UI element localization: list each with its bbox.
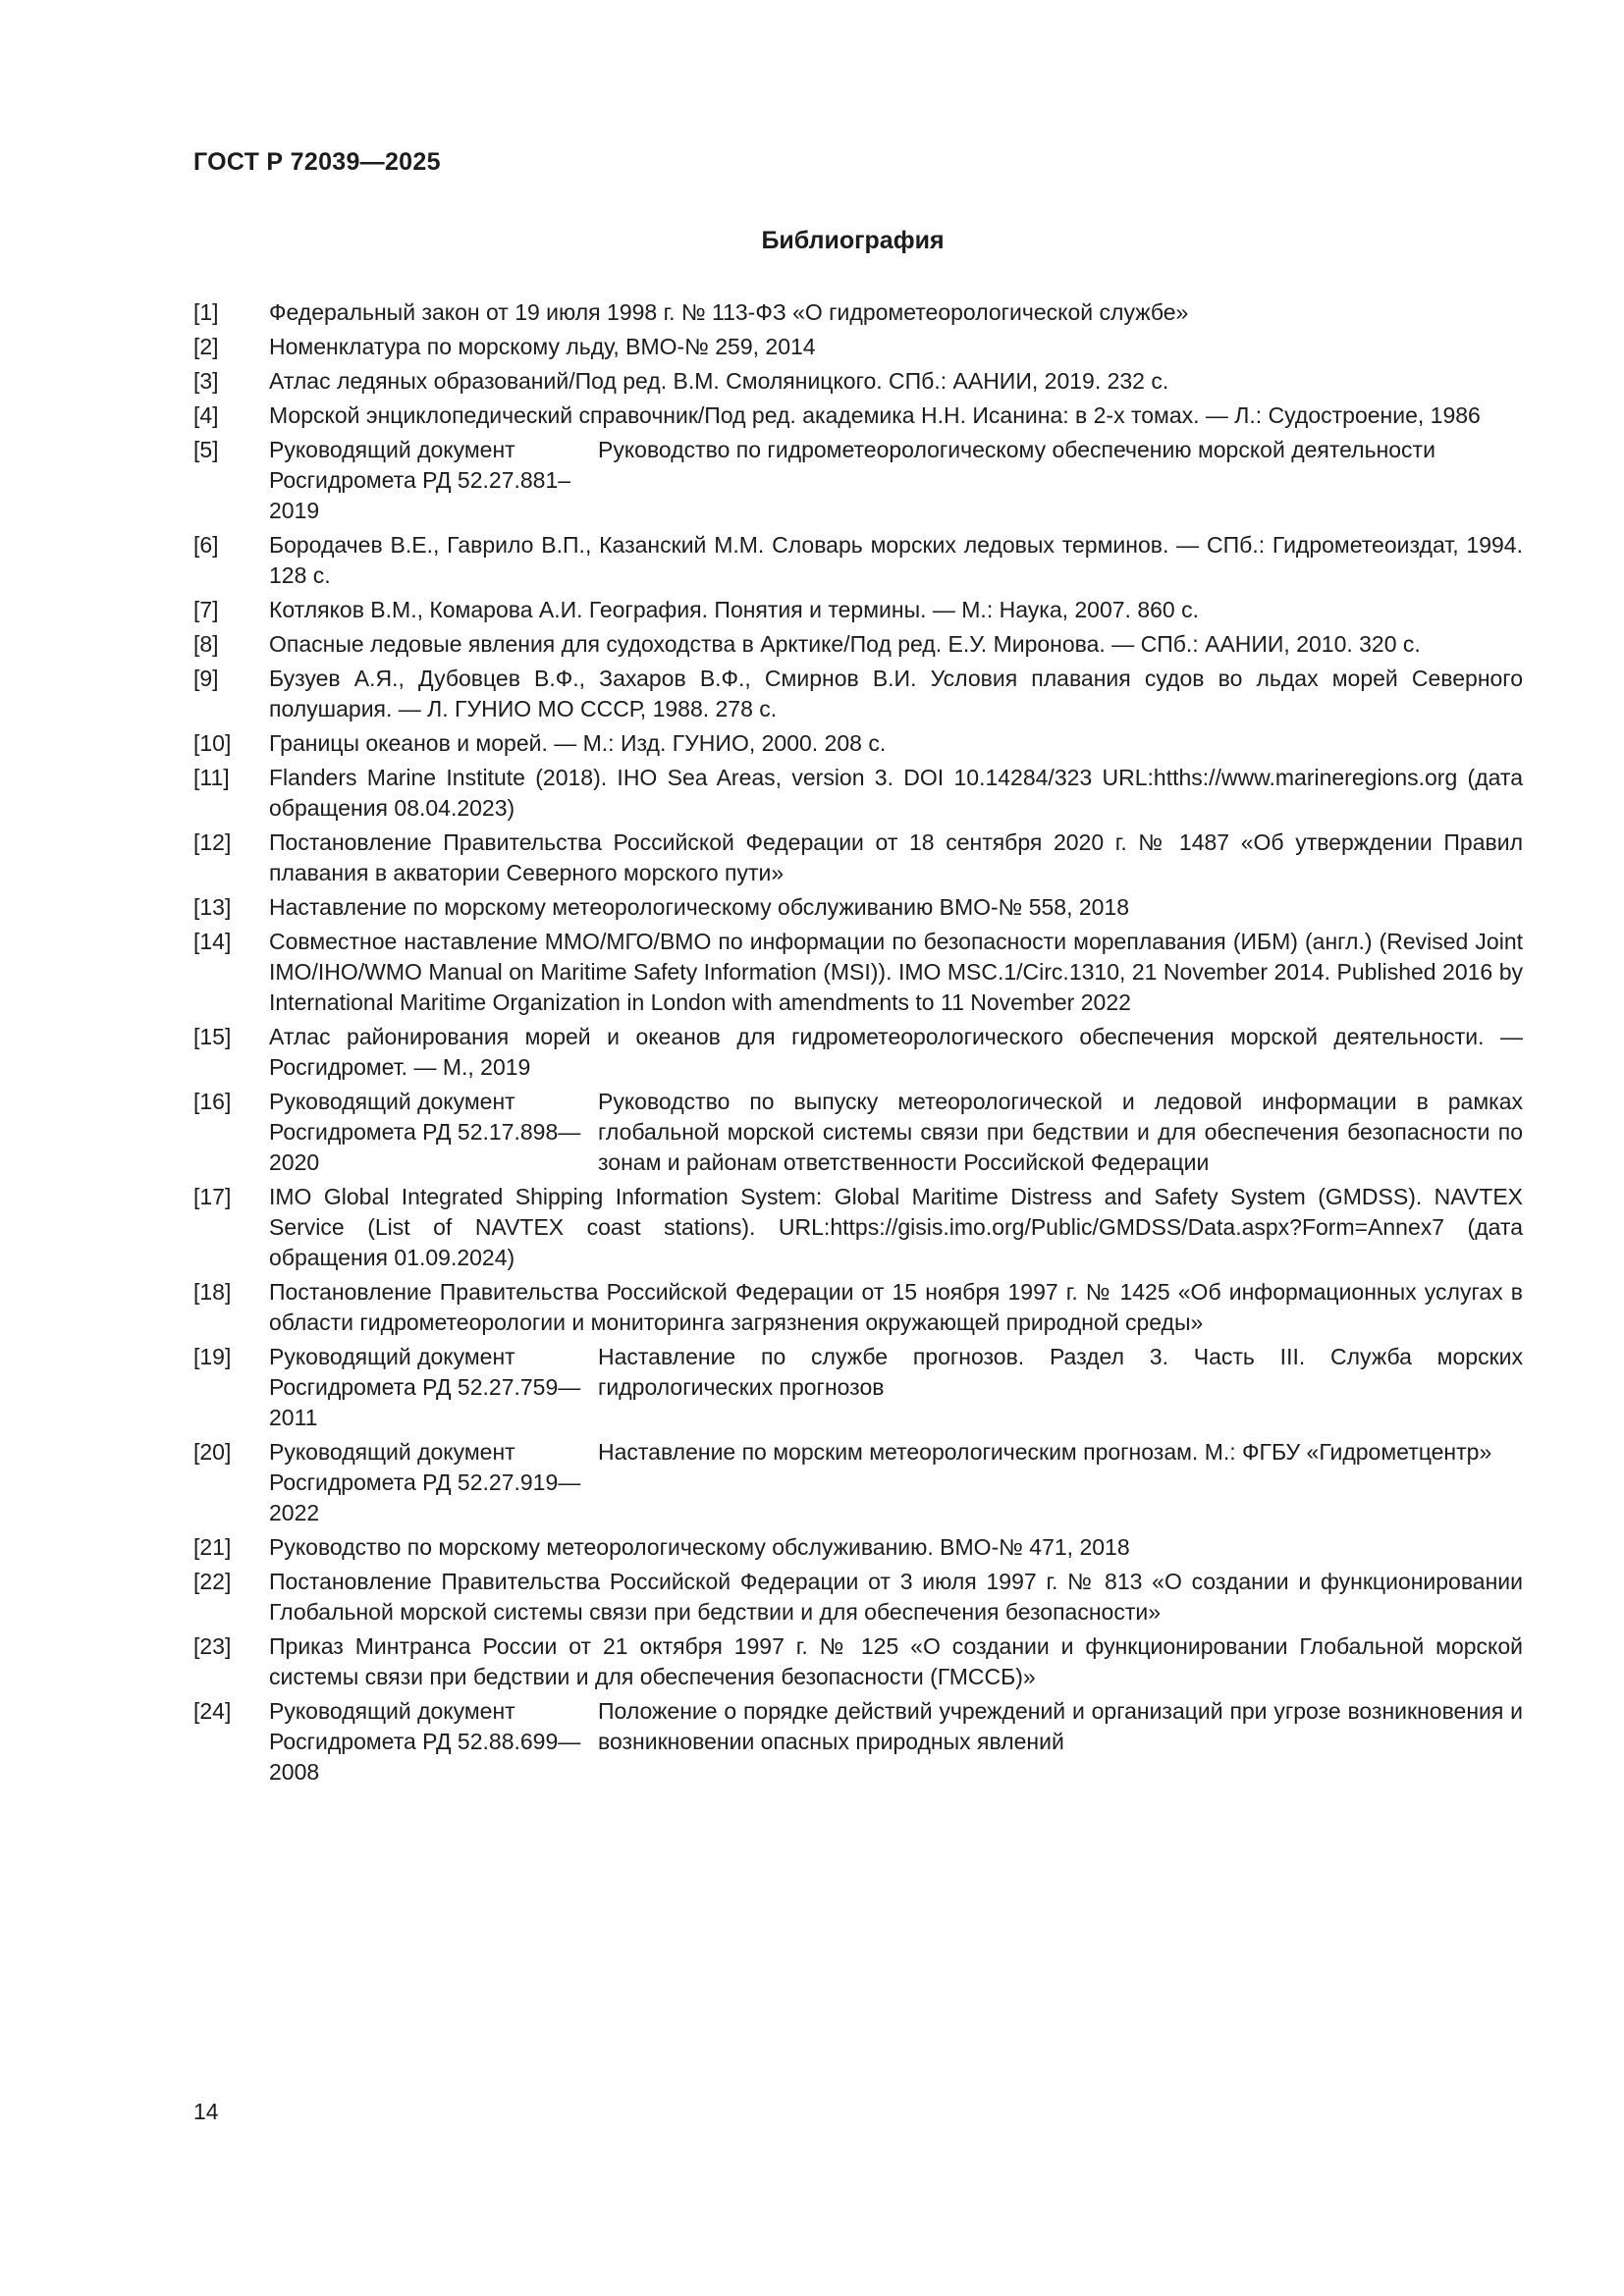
bib-entry bbox=[193, 1342, 1523, 1433]
entry-number: [8] bbox=[193, 631, 219, 657]
bib-entry bbox=[193, 332, 1523, 362]
entry-number: [14] bbox=[193, 929, 232, 954]
bib-entry bbox=[193, 1696, 1523, 1788]
entry-number: [19] bbox=[193, 1344, 232, 1369]
entry-text: Морской энциклопедический справочник/Под ред. академика Н.Н. Исанина: в 2-х томах. — Л.: Судостроение, 1986 bbox=[269, 402, 1481, 428]
entry-text: Атлас ледяных образований/Под ред. В.М. Смоляницкого. СПб.: ААНИИ, 2019. 232 с. bbox=[269, 368, 1169, 394]
bib-entry bbox=[193, 828, 1523, 888]
entry-document-type: Руководящий документ Росгидромета РД 52.27.759—2011 bbox=[269, 1344, 581, 1430]
bib-entry bbox=[193, 1182, 1523, 1273]
entry-document-type: Руководящий документ Росгидромета РД 52.27.881–2019 bbox=[269, 437, 571, 523]
entry-number: [4] bbox=[193, 402, 219, 428]
entry-number: [11] bbox=[193, 765, 230, 790]
entry-number: [16] bbox=[193, 1089, 232, 1114]
entry-text: Границы океанов и морей. — М.: Изд. ГУНИО, 2000. 208 с. bbox=[269, 730, 887, 756]
entry-text: Номенклатура по морскому льду, ВМО-№ 259, 2014 bbox=[269, 334, 816, 359]
bibliography-title: Библиография bbox=[761, 227, 945, 254]
entry-number: [12] bbox=[193, 829, 232, 855]
bib-entry bbox=[193, 927, 1523, 1018]
entry-number: [15] bbox=[193, 1024, 232, 1049]
bib-entry bbox=[193, 892, 1523, 923]
entry-document-title: Наставление по службе прогнозов. Раздел 3. Часть III. Служба морских гидрологических прогнозов bbox=[598, 1344, 1523, 1400]
entry-text: Федеральный закон от 19 июля 1998 г. № 113-ФЗ «О гидрометеорологической службе» bbox=[269, 299, 1189, 325]
entry-number: [1] bbox=[193, 299, 219, 325]
entry-document-type: Руководящий документ Росгидромета РД 52.17.898—2020 bbox=[269, 1089, 581, 1175]
entry-text: Котляков В.М., Комарова А.И. География. Понятия и термины. — М.: Наука, 2007. 860 с. bbox=[269, 597, 1199, 622]
entry-text: Атлас районирования морей и океанов для гидрометеорологического обеспечения морской деятельности. — Росгидромет. — М., 2019 bbox=[269, 1024, 1523, 1080]
entry-text: Постановление Правительства Российской Федерации от 15 ноября 1997 г. № 1425 «Об информационных услугах в области гидрометеорологии и мониторинга загрязнения окружающей природной среды» bbox=[269, 1279, 1523, 1335]
entry-number: [2] bbox=[193, 334, 219, 359]
entry-number: [7] bbox=[193, 597, 219, 622]
bibliography-list bbox=[193, 297, 1523, 1791]
bib-entry bbox=[193, 1277, 1523, 1338]
bib-entry bbox=[193, 728, 1523, 759]
entry-text: Совместное наставление ММО/МГО/ВМО по информации по безопасности мореплавания (ИБМ) (англ.) (Revised Joint IMO/IHO/WMO Manual on Maritime Safety Information (MSI)). IMO MSC.1/Circ.1310, 21 November 2014. Published 2016 by International Maritime Organization in London with amendments to 11 November 2022 bbox=[269, 929, 1523, 1015]
entry-text: Flanders Marine Institute (2018). IHO Sea Areas, version 3. DOI 10.14284/323 URL:htths://www.marineregions.org (дата обращения 08.04.2023) bbox=[269, 765, 1523, 821]
entry-number: [17] bbox=[193, 1184, 232, 1209]
entry-document-title: Положение о порядке действий учреждений и организаций при угрозе возникновения и возникновении опасных природных явлений bbox=[598, 1698, 1523, 1754]
entry-number: [22] bbox=[193, 1569, 232, 1594]
bib-entry bbox=[193, 595, 1523, 625]
bib-entry bbox=[193, 1437, 1523, 1528]
entry-document-title: Руководство по выпуску метеорологической и ледовой информации в рамках глобальной морской системы связи при бедствии и для обеспечения безопасности по зонам и районам ответственности Российской Федерации bbox=[598, 1089, 1523, 1175]
bib-entry bbox=[193, 629, 1523, 660]
bib-entry bbox=[193, 763, 1523, 824]
bib-entry bbox=[193, 297, 1523, 328]
entry-number: [9] bbox=[193, 666, 219, 691]
entry-text: Бородачев В.Е., Гаврило В.П., Казанский М.М. Словарь морских ледовых терминов. — СПб.: Гидрометеоиздат, 1994. 128 с. bbox=[269, 532, 1523, 588]
entry-document-title: Наставление по морским метеорологическим прогнозам. М.: ФГБУ «Гидрометцентр» bbox=[598, 1439, 1492, 1465]
bib-entry bbox=[193, 400, 1523, 431]
bib-entry bbox=[193, 1532, 1523, 1563]
entry-text: Постановление Правительства Российской Федерации от 18 сентября 2020 г. № 1487 «Об утверждении Правил плавания в акватории Северного морского пути» bbox=[269, 829, 1523, 885]
bib-entry bbox=[193, 1022, 1523, 1083]
bib-entry bbox=[193, 1087, 1523, 1178]
entry-text: Наставление по морскому метеорологическому обслуживанию ВМО-№ 558, 2018 bbox=[269, 894, 1130, 920]
entry-number: [21] bbox=[193, 1534, 232, 1560]
entry-text: Бузуев А.Я., Дубовцев В.Ф., Захаров В.Ф., Смирнов В.И. Условия плавания судов во льдах морей Северного полушария. — Л. ГУНИО МО СССР, 1988. 278 с. bbox=[269, 666, 1523, 721]
entry-text: Опасные ледовые явления для судоходства в Арктике/Под ред. Е.У. Миронова. — СПб.: ААНИИ, 2010. 320 с. bbox=[269, 631, 1421, 657]
entry-number: [5] bbox=[193, 437, 219, 462]
entry-text: Постановление Правительства Российской Федерации от 3 июля 1997 г. № 813 «О создании и функционировании Глобальной морской системы связи при бедствии и для обеспечения безопасности» bbox=[269, 1569, 1523, 1625]
entry-document-title: Руководство по гидрометеорологическому обеспечению морской деятельности bbox=[598, 437, 1435, 462]
entry-number: [6] bbox=[193, 532, 219, 558]
entry-number: [3] bbox=[193, 368, 219, 394]
entry-document-type: Руководящий документ Росгидромета РД 52.88.699—2008 bbox=[269, 1698, 581, 1785]
document-header: ГОСТ Р 72039—2025 bbox=[193, 148, 441, 176]
entry-number: [18] bbox=[193, 1279, 232, 1305]
page-number: 14 bbox=[193, 2099, 219, 2124]
bib-entry bbox=[193, 1631, 1523, 1692]
bib-entry bbox=[193, 530, 1523, 591]
entry-text: IMO Global Integrated Shipping Information System: Global Maritime Distress and Safety System (GMDSS). NAVTEX Service (List of NAVTEX coast stations). URL:https://gisis.imo.org/Public/GMDSS/Data.aspx?Form=Annex7 (дата обращения 01.09.2024) bbox=[269, 1184, 1523, 1270]
entry-number: [24] bbox=[193, 1698, 232, 1724]
bib-entry bbox=[193, 366, 1523, 397]
bib-entry bbox=[193, 664, 1523, 724]
entry-number: [23] bbox=[193, 1633, 232, 1659]
entry-document-type: Руководящий документ Росгидромета РД 52.27.919—2022 bbox=[269, 1439, 581, 1525]
entry-text: Приказ Минтранса России от 21 октября 1997 г. № 125 «О создании и функционировании Глобальной морской системы связи при бедствии и для обеспечения безопасности (ГМССБ)» bbox=[269, 1633, 1523, 1689]
bib-entry bbox=[193, 1567, 1523, 1628]
entry-number: [13] bbox=[193, 894, 232, 920]
bib-entry bbox=[193, 435, 1523, 526]
entry-text: Руководство по морскому метеорологическому обслуживанию. ВМО-№ 471, 2018 bbox=[269, 1534, 1130, 1560]
entry-number: [20] bbox=[193, 1439, 232, 1465]
entry-number: [10] bbox=[193, 730, 232, 756]
